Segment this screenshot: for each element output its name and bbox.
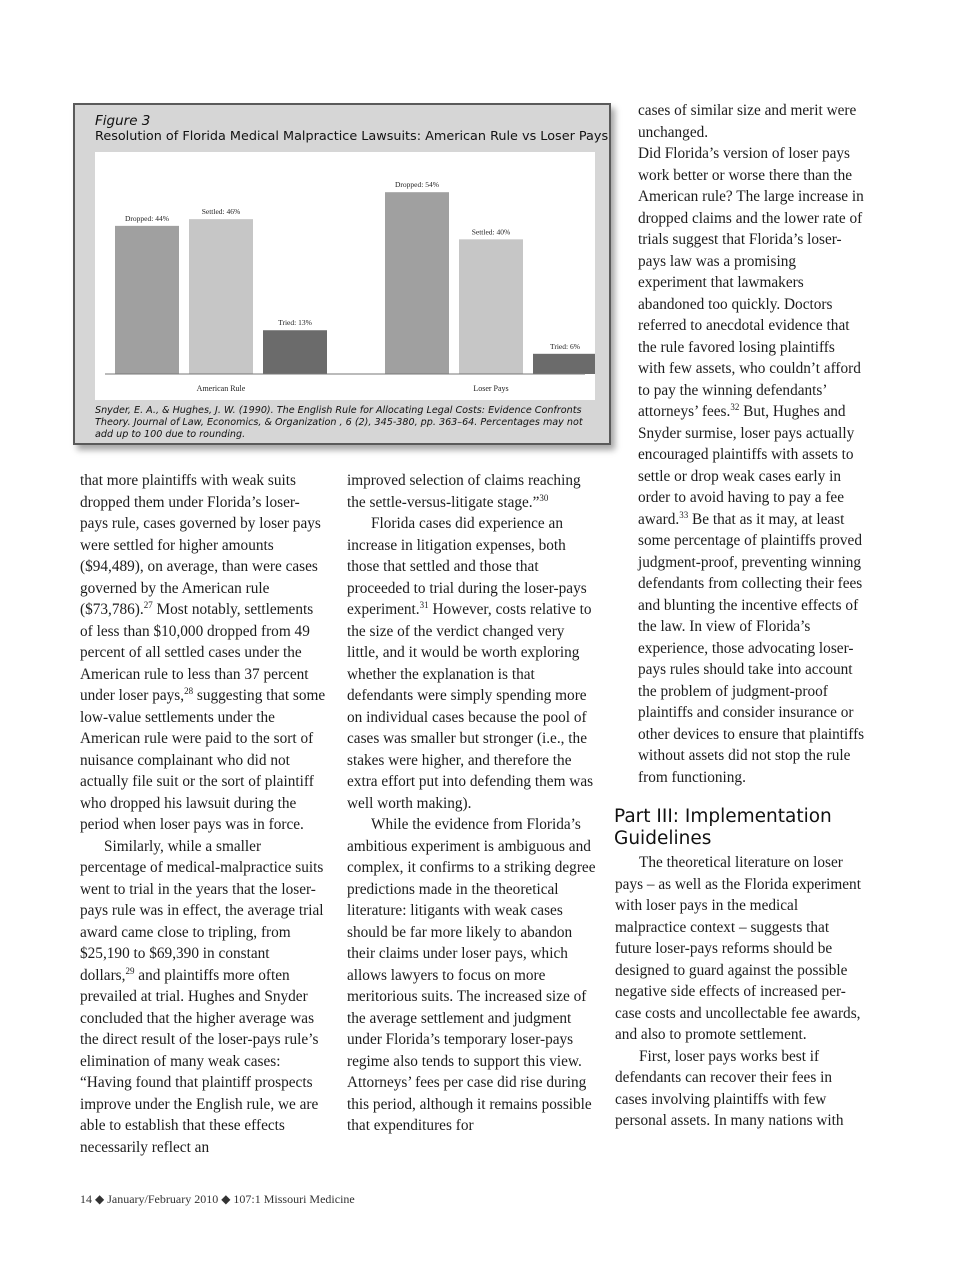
bar-settled [459, 239, 523, 374]
paragraph: First, loser pays works best if defendants can recover their fees in cases involving plaintiffs with few personal assets. In many nations with [615, 1047, 844, 1129]
data-label: Settled: 46% [201, 207, 241, 217]
figure-title: Resolution of Florida Medical Malpractice Lawsuits: American Rule vs Loser Pays [95, 129, 609, 144]
paragraph: that more plaintiffs with weak suits dropped them under Florida’s loser-pays rule, cases governed by loser pays were settled for higher amounts ($94,489), on average, than were cases governed by the American rule ($73,786).$^{27}$ Most notably, settlements of less than $10,000 dropped from 49 percent of all settled cases under the American rule to less than 37 percent under loser pays,$^{28}$ suggesting that some low-value settlements under the American rule were paid to the sort of nuisance complainant who did not actually file suit or the sort of plaintiff who dropped his lawsuit during the period when loser pays was in force. [80, 472, 326, 833]
figure-label: Figure 3 [95, 113, 151, 129]
chart-area [95, 152, 595, 400]
paragraph: The theoretical literature on loser pays – as well as the Florida experiment with loser pays in the medical malpractice context – suggests that future loser-pays reforms should be designed to guard against the possible negative side effects of increased per-case costs and uncollectable fee awards, and also to promote settlement. [615, 854, 861, 1043]
text-column-3 [615, 100, 865, 788]
paragraph: While the evidence from Florida’s ambitious experiment is ambiguous and complex, it confirms to a striking degree predictions made in the theoretical literature: litigants with weak cases should be far more likely to abandon their claims under loser pays, which allows lawyers to focus on more meritorious suits. The increased size of the average settlement and judgment under Florida’s temporary loser-pays regime also tends to support this view. Attorneys’ fees per case did rise during this period, although it remains possible that expenditures for [347, 816, 596, 1134]
paragraph: Did Florida’s version of loser pays work better or worse there than the American rule? The large increase in dropped claims and the lower rate of trials suggest that Florida’s loser-pays law was a promising experiment that lawmakers abandoned too quickly. Doctors referred to anecdotal evidence that the rule favored losing plaintiffs with few assets, who couldn’t afford to pay the winning defendants’ attorneys’ fees.$^{32}$ But, Hughes and Snyder surmise, loser pays actually encouraged plaintiffs with assets to settle or drop weak cases early in order to avoid having to pay a fee award.$^{33}$ Be that as it may, at least some percentage of plaintiffs proved judgment-proof, preventing winning defendants from collecting their fees and blunting the incentive effects of the law. In view of Florida’s experience, those advocating loser-pays rules should take into account the problem of judgment-proof plaintiffs and consider insurance or other devices to ensure that plaintiffs without assets did not stop the rule from functioning. [638, 145, 865, 786]
paragraph: Similarly, while a smaller percentage of medical-malpractice suits went to trial in the years that the loser-pays rule was in effect, the average trial award came close to tripling, from $25,190 to $69,390 in constant dollars,$^{29}$ and plaintiffs more often prevailed at trial. Hughes and Snyder concluded that the higher average was the direct result of the loser-pays rule’s elimination of many weak cases: “Having found that plaintiff prospects improve under the English rule, we are able to establish that these effects necessarily reflect an [80, 837, 324, 1156]
paragraph: cases of similar size and merit were unchanged. [638, 102, 857, 141]
data-label: Settled: 40% [471, 227, 511, 237]
text-column-1 [80, 470, 326, 1158]
data-label: Dropped: 44% [125, 213, 169, 223]
text-column-3-lower [615, 852, 865, 1132]
category-label: Loser Pays [473, 384, 509, 393]
text-column-2 [347, 470, 597, 1137]
paragraph: improved selection of claims reaching the settle-versus-litigate stage.”$^{30}$ [347, 472, 581, 511]
bar-tried [263, 330, 327, 374]
data-label: Tried: 6% [550, 341, 580, 351]
data-label: Dropped: 54% [395, 180, 439, 190]
data-label: Tried: 13% [278, 318, 312, 328]
bar-chart [95, 152, 595, 400]
section-heading: Part III: Implementation Guidelines [614, 806, 832, 849]
bar-dropped [115, 226, 179, 374]
bar-tried [533, 354, 595, 374]
paragraph: Florida cases did experience an increase in litigation expenses, both those that settled and those that proceeded to trial during the loser-pays experiment.$^{31}$ However, costs relative to the size of the verdict changed very little, and it would be worth exploring whether the explanation is that defendants were simply spending more on individual cases because the pool of cases was smaller but stronger (i.e., the stakes were higher, and therefore the extra effort put into defending them was well worth making). [347, 515, 594, 812]
figure-source: Snyder, E. A., & Hughes, J. W. (1990). The English Rule for Allocating Legal Costs: Evidence Confronts Theory. Journal of Law, Economics, & Organization , 6 (2), 345-380, pp. 363–64. Percentages may not add up to 100 due to rounding. [95, 405, 583, 440]
category-label: American Rule [196, 384, 246, 393]
page-footer: 14 ◆ January/February 2010 ◆ 107:1 Missouri Medicine [80, 1192, 355, 1206]
figure-3 [73, 103, 611, 445]
bar-settled [189, 219, 253, 374]
bar-dropped [385, 192, 449, 374]
